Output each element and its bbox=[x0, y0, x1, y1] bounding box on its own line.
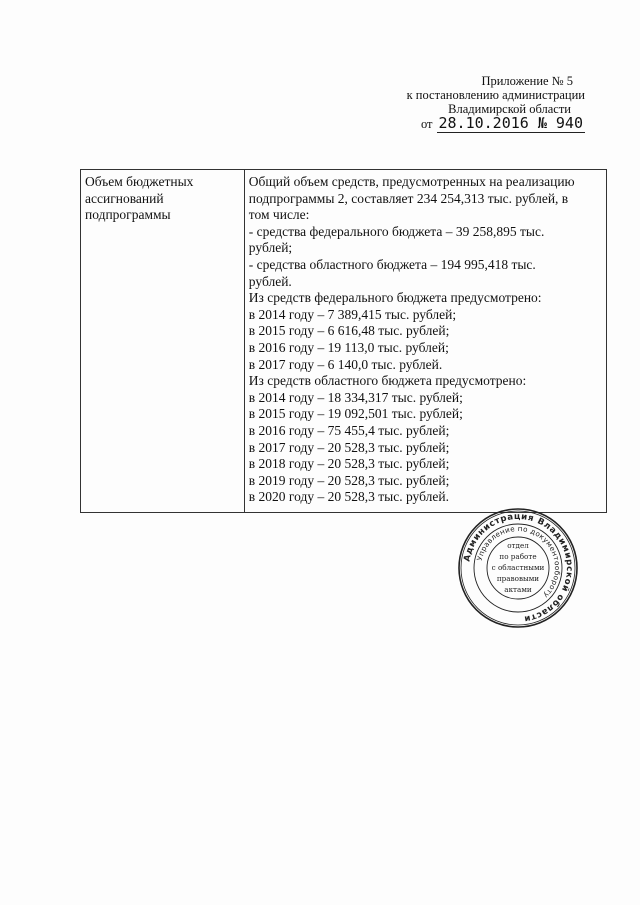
budget-content-cell bbox=[244, 170, 606, 513]
stamp-center-line: актами bbox=[504, 585, 532, 594]
content-line: в 2018 году – 20 528,3 тыс. рублей; bbox=[248, 456, 450, 472]
appendix-resolution: к постановлению администрации bbox=[406, 88, 585, 102]
content-line: подпрограммы 2, составляет 234 254,313 тыс. рублей, в bbox=[248, 190, 569, 206]
appendix-region: Владимирской области bbox=[448, 102, 571, 116]
content-line: Из средств федерального бюджета предусмотрено: bbox=[248, 290, 542, 306]
stamp-inner-text: Управление по документообороту bbox=[474, 523, 563, 601]
content-line: в 2016 году – 19 113,0 тыс. рублей; bbox=[248, 339, 449, 355]
date-prefix: от bbox=[420, 117, 433, 131]
content-line: в 2017 году – 20 528,3 тыс. рублей; bbox=[248, 439, 450, 455]
content-line: - средства федерального бюджета – 39 258,895 тыс. bbox=[248, 223, 545, 239]
content-line: том числе: bbox=[248, 207, 310, 223]
label-line: подпрограммы bbox=[85, 207, 171, 223]
appendix-date-line bbox=[375, 116, 585, 131]
content-line: Общий объем средств, предусмотренных на реализацию bbox=[248, 174, 575, 189]
label-line: ассигнований bbox=[85, 190, 164, 206]
date-stamp: 28.10.2016 № 940 bbox=[438, 114, 583, 132]
content-line: рублей. bbox=[248, 273, 292, 289]
stamp-center-line: правовыми bbox=[496, 574, 540, 583]
label-line: Объем бюджетных bbox=[85, 174, 194, 189]
stamp-outer-text: Администрация Владимирской области bbox=[462, 511, 575, 624]
budget-table bbox=[80, 169, 607, 513]
appendix-header bbox=[375, 74, 585, 131]
content-line: в 2019 году – 20 528,3 тыс. рублей; bbox=[248, 472, 450, 488]
content-line: в 2015 году – 19 092,501 тыс. рублей; bbox=[248, 406, 463, 422]
content-line: рублей; bbox=[248, 240, 293, 256]
content-line: в 2020 году – 20 528,3 тыс. рублей. bbox=[248, 489, 449, 505]
content-line: в 2014 году – 18 334,317 тыс. рублей; bbox=[248, 389, 463, 405]
content-line: - средства областного бюджета – 194 995,418 тыс. bbox=[248, 256, 536, 272]
content-line: в 2014 году – 7 389,415 тыс. рублей; bbox=[248, 306, 457, 322]
appendix-number: Приложение № 5 bbox=[481, 74, 573, 88]
table-row bbox=[81, 170, 607, 513]
stamp-center-line: с областными bbox=[491, 563, 545, 572]
budget-label-cell bbox=[81, 170, 245, 513]
content-line: Из средств областного бюджета предусмотрено: bbox=[248, 373, 527, 389]
stamp-center-line: по работе bbox=[499, 552, 537, 561]
content-line: в 2015 году – 6 616,48 тыс. рублей; bbox=[248, 323, 450, 339]
stamp-center-line: отдел bbox=[507, 541, 529, 550]
content-line: в 2017 году – 6 140,0 тыс. рублей. bbox=[248, 356, 443, 372]
content-line: в 2016 году – 75 455,4 тыс. рублей; bbox=[248, 422, 450, 438]
official-round-stamp bbox=[456, 506, 580, 630]
